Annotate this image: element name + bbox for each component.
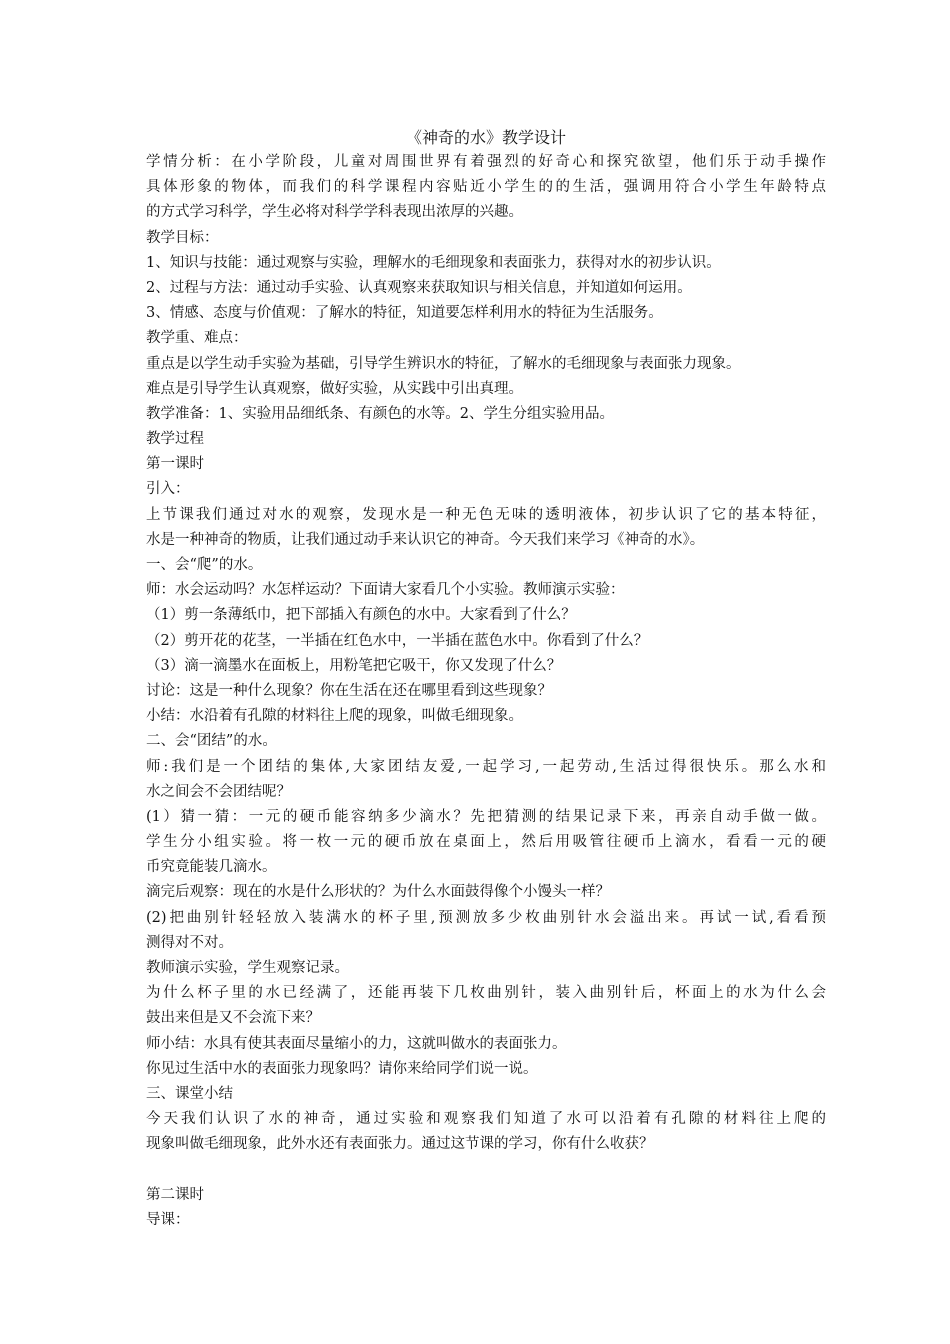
text-line: 导课： xyxy=(146,1211,190,1228)
text-line: 讨论：这是一种什么现象？你在生活在还在哪里看到这些现象？ xyxy=(146,682,552,699)
text-line: 鼓出来但是又不会流下来？ xyxy=(146,1010,320,1027)
text-line: 师小结：水具有使其表面尽量缩小的力，这就叫做水的表面张力。 xyxy=(146,1035,567,1052)
text-line: 教学目标： xyxy=(146,229,219,246)
text-line: 测得对不对。 xyxy=(146,934,233,951)
text-line: 的方式学习科学，学生必将对科学学科表现出浓厚的兴趣。 xyxy=(146,204,523,221)
text-line: 2、过程与方法：通过动手实验、认真观察来获取知识与相关信息，并知道如何运用。 xyxy=(146,279,692,296)
blank-line xyxy=(146,1158,826,1183)
text-line: 难点是引导学生认真观察，做好实验，从实践中引出真理。 xyxy=(146,380,523,397)
text-line: 一、会“爬”的水。 xyxy=(146,557,263,573)
text-line: 3、情感、态度与价值观：了解水的特征，知道要怎样利用水的特征为生活服务。 xyxy=(146,305,663,322)
text-line: 1、知识与技能：通过观察与实验，理解水的毛细现象和表面张力，获得对水的初步认识。 xyxy=(146,254,721,271)
text-line: 学生分小组实验。将一枚一元的硬币放在桌面上，然后用吸管往硬币上滴水，看看一元的硬 xyxy=(146,834,826,851)
text-line: 教师演示实验，学生观察记录。 xyxy=(146,960,349,976)
text-line: 水之间会不会团结呢？ xyxy=(146,783,291,800)
text-line: 教学过程 xyxy=(146,431,204,448)
text-line: （1）剪一条薄纸巾，把下部插入有颜色的水中。大家看到了什么？ xyxy=(146,607,576,624)
text-line: 教学准备：1、实验用品细纸条、有颜色的水等。2、学生分组实验用品。 xyxy=(146,405,614,422)
text-line: 滴完后观察：现在的水是什么形状的？为什么水面鼓得像个小馒头一样？ xyxy=(146,884,610,901)
text-line: 为什么杯子里的水已经满了，还能再装下几枚曲别针，装入曲别针后，杯面上的水为什么会 xyxy=(146,985,826,1002)
text-line: 教学重、难点： xyxy=(146,330,248,347)
text-line: 小结：水沿着有孔隙的材料往上爬的现象，叫做毛细现象。 xyxy=(146,708,523,725)
document-title: 《神奇的水》教学设计 xyxy=(405,128,566,147)
text-line: （2）剪开花的花茎，一半插在红色水中，一半插在蓝色水中。你看到了什么？ xyxy=(146,632,649,649)
text-line: 三、课堂小结 xyxy=(146,1085,233,1102)
text-line: 师:我们是一个团结的集体,大家团结友爱,一起学习,一起劳动,生活过得很快乐。那么水和 xyxy=(146,758,826,775)
text-line: 第二课时 xyxy=(146,1186,204,1203)
text-line: (2)把曲别针轻轻放入装满水的杯子里,预测放多少枚曲别针水会溢出来。再试一试,看看预 xyxy=(146,909,826,926)
text-line: 水是一种神奇的物质，让我们通过动手来认识它的神奇。今天我们来学习《神奇的水》。 xyxy=(146,531,705,548)
text-line: 你见过生活中水的表面张力现象吗？请你来给同学们说一说。 xyxy=(146,1060,538,1077)
text-line: 币究竟能装几滴水。 xyxy=(146,859,277,876)
text-line: （3）滴一滴墨水在面板上，用粉笔把它吸干，你又发现了什么？ xyxy=(146,657,562,674)
text-line: 引入： xyxy=(146,481,190,498)
text-line: 上节课我们通过对水的观察，发现水是一种无色无味的透明液体，初步认识了它的基本特征， xyxy=(146,506,826,523)
text-line: 重点是以学生动手实验为基础，引导学生辨识水的特征，了解水的毛细现象与表面张力现象。 xyxy=(146,355,741,372)
text-line: 学情分析：在小学阶段，儿童对周围世界有着强烈的好奇心和探究欲望，他们乐于动手操作 xyxy=(146,154,826,170)
text-line: 第一课时 xyxy=(146,456,204,473)
text-line: 具体形象的物体，而我们的科学课程内容贴近小学生的的生活，强调用符合小学生年龄特点 xyxy=(146,179,826,196)
text-line: 现象叫做毛细现象，此外水还有表面张力。通过这节课的学习，你有什么收获？ xyxy=(146,1136,654,1153)
text-line: 今天我们认识了水的神奇，通过实验和观察我们知道了水可以沿着有孔隙的材料往上爬的 xyxy=(146,1111,826,1128)
document-body xyxy=(146,150,826,1233)
document-page xyxy=(146,126,826,1233)
text-line: (1）猜一猜：一元的硬币能容纳多少滴水？先把猜测的结果记录下来，再亲自动手做一做。 xyxy=(146,808,826,825)
text-line: 二、会“团结”的水。 xyxy=(146,733,277,750)
text-line: 师：水会运动吗？水怎样运动？下面请大家看几个小实验。教师演示实验： xyxy=(146,582,625,599)
